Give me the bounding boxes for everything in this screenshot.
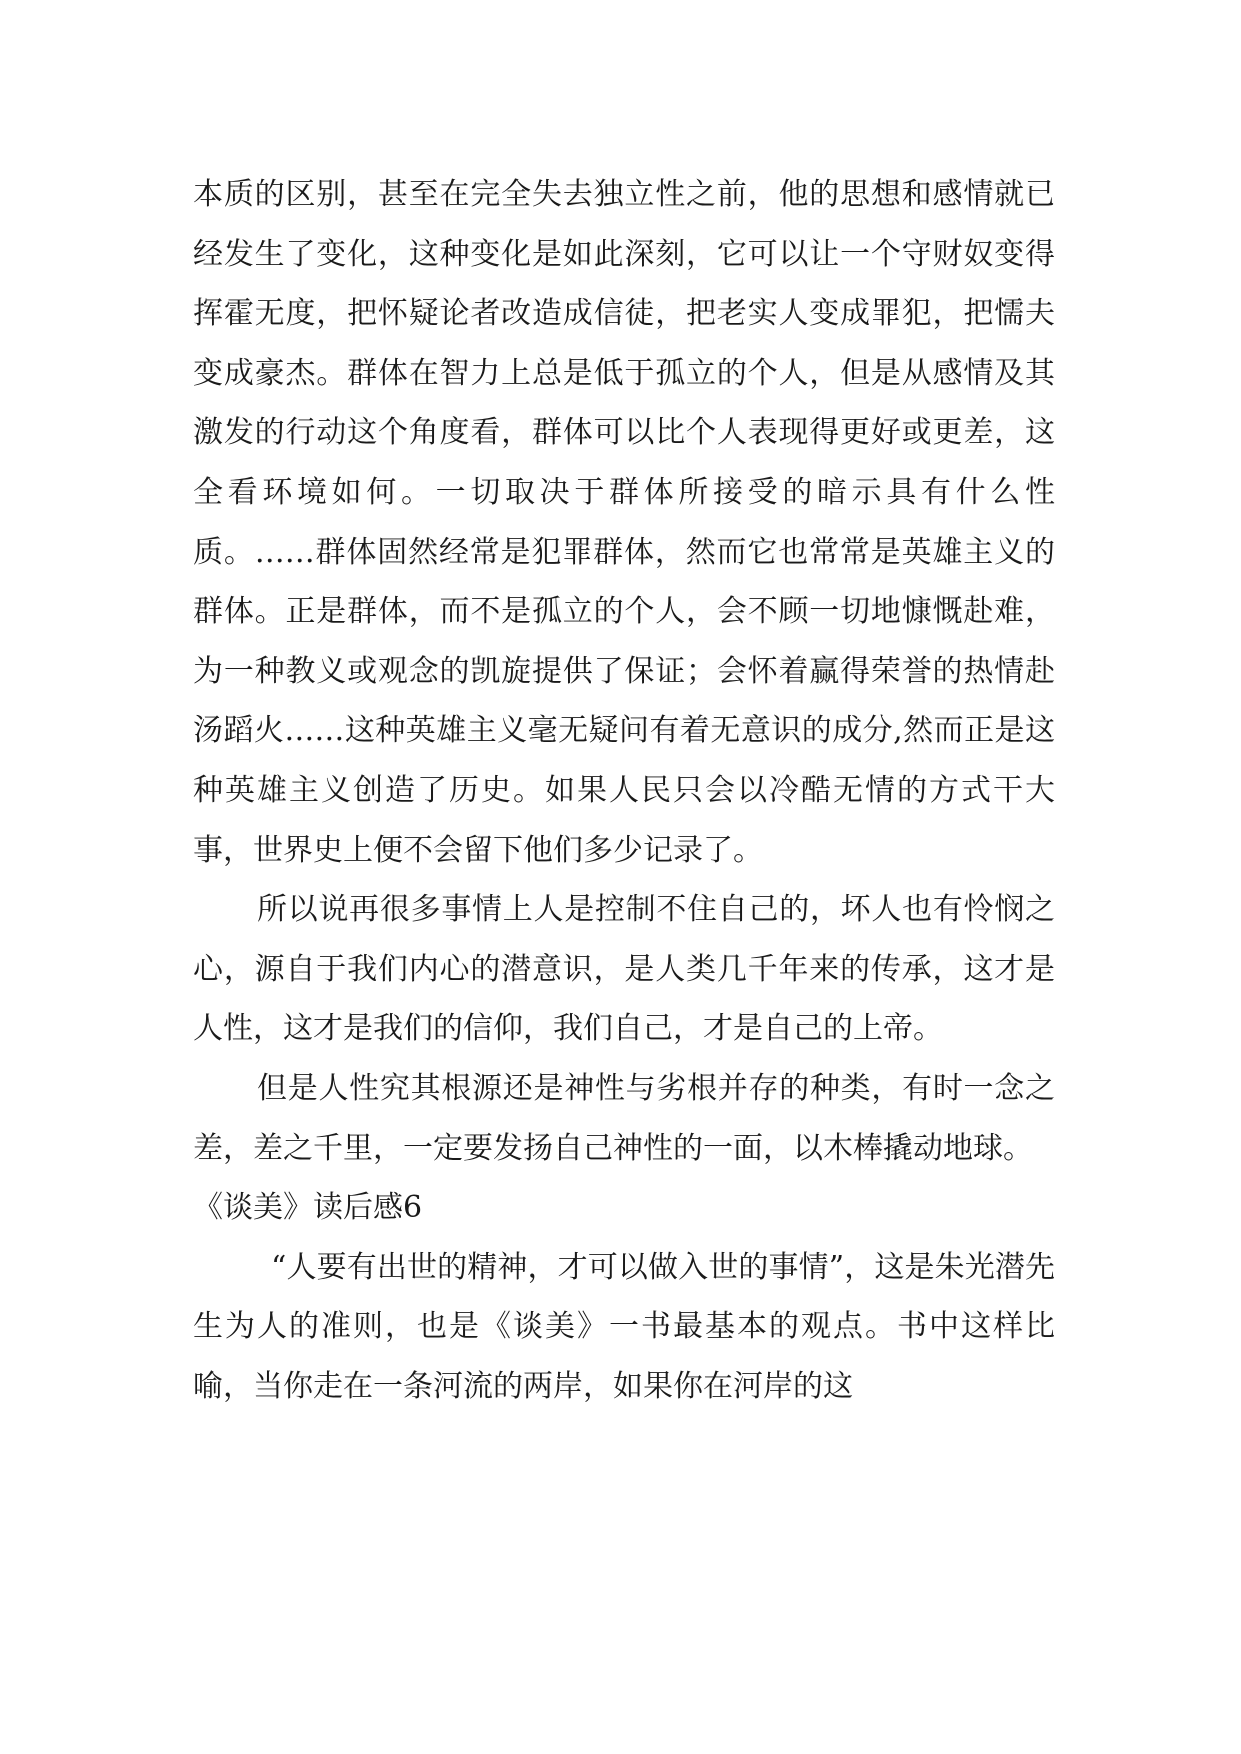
document-body (193, 165, 1055, 1416)
section-title: 《谈美》读后感6 (193, 1190, 423, 1226)
paragraph-human-nature: 所以说再很多事情上人是控制不住自己的，坏人也有怜悯之心，源自于我们内心的潜意识，是人类几千年来的传承，这才是人性，这才是我们的信仰，我们自己，才是自己的上帝。 (193, 892, 1055, 1047)
paragraph-continuation: 本质的区别，甚至在完全失去独立性之前，他的思想和感情就已经发生了变化，这种变化是如此深刻，它可以让一个守财奴变得挥霍无度，把怀疑论者改造成信徒，把老实人变成罪犯，把懦夫变成豪杰。群体在智力上总是低于孤立的个人，但是从感情及其激发的行动这个角度看，群体可以比个人表现得更好或更差，这全看环境如何。一切取决于群体所接受的暗示具有什么性质。……群体固然经常是犯罪群体，然而它也常常是英雄主义的群体。正是群体，而不是孤立的个人，会不顾一切地慷慨赴难，为一种教义或观念的凯旋提供了保证；会怀着赢得荣誉的热情赴汤蹈火……这种英雄主义毫无疑问有着无意识的成分,然而正是这种英雄主义创造了历史。如果人民只会以冷酷无情的方式干大事，世界史上便不会留下他们多少记录了。 (193, 177, 1055, 868)
paragraph-divinity: 但是人性究其根源还是神性与劣根并存的种类，有时一念之差，差之千里，一定要发扬自己神性的一面，以木棒撬动地球。 (193, 1070, 1055, 1166)
paragraph-section-start: “人要有出世的精神，才可以做入世的事情”，这是朱光潜先生为人的准则，也是《谈美》一书最基本的观点。书中这样比喻，当你走在一条河流的两岸，如果你在河岸的这 (193, 1249, 1055, 1404)
